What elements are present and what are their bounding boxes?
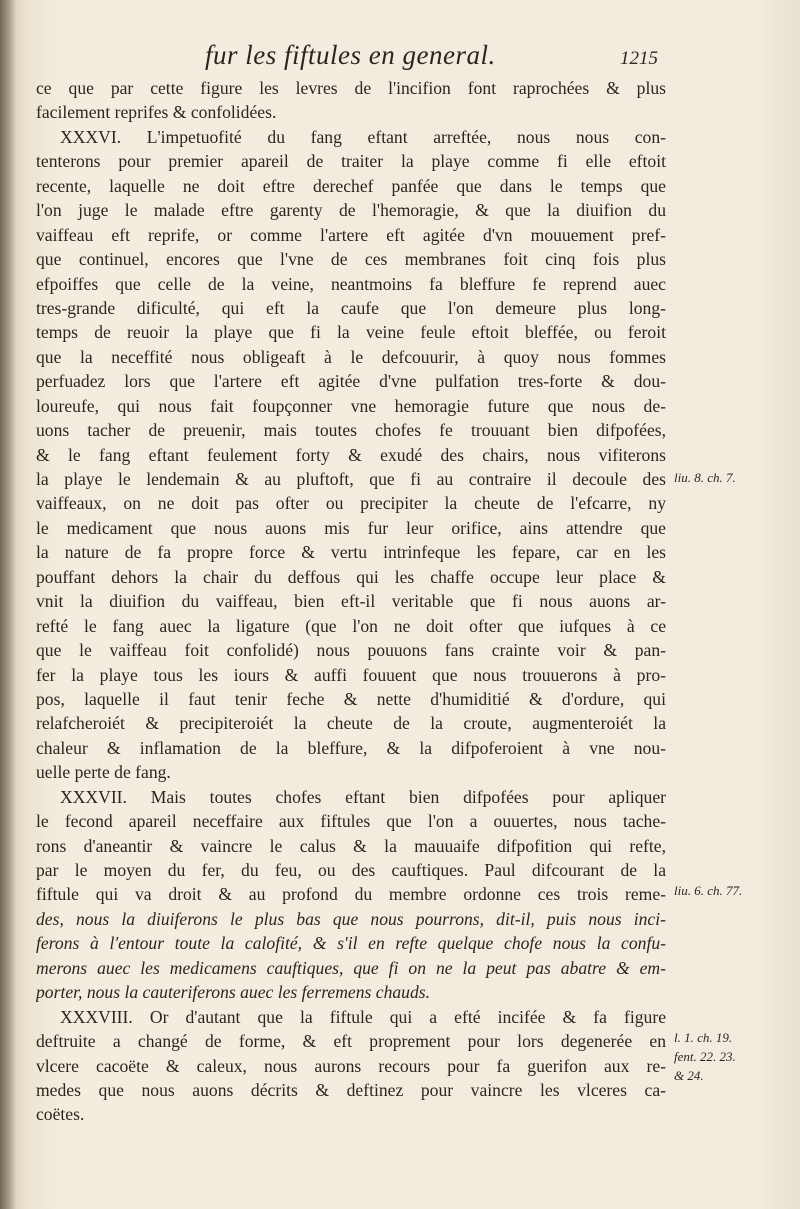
body-text <box>36 76 666 1127</box>
page-number: 1215 <box>620 48 658 69</box>
text-line: vaiffeaux, on ne doit pas ofter ou precipiter la cheute de l'efcarre, ny <box>36 493 666 514</box>
section-heading-line: XXXVII. Mais toutes chofes eftant bien difpofées pour apliquer <box>60 786 666 807</box>
text-line: chaleur & inflamation de la bleffure, & la difpoferoient à vne nou- <box>36 737 666 758</box>
text-line: deftruite a changé de forme, & eft proprement pour lors degenerée en <box>36 1031 666 1052</box>
margin-note: liu. 8. ch. 7. <box>674 470 736 485</box>
text-line: tres-grande dificulté, qui eft la caufe que l'on demeure plus long- <box>36 297 666 318</box>
text-line: coëtes. <box>36 1104 85 1125</box>
book-spine-shadow <box>0 0 16 1209</box>
text-line: tenterons pour premier apareil de traiter la playe comme fi elle eftoit <box>36 151 666 172</box>
text-line: que le vaiffeau foit confolidé) nous pouuons fans crainte voir & pan- <box>36 640 666 661</box>
text-line: la nature de fa propre force & vertu intrinfeque les fepare, car en les <box>36 542 666 563</box>
text-line: fer la playe tous les iours & auffi fouuent que nous trouuerons à pro- <box>36 664 666 685</box>
quoted-line: des, nous la diuiferons le plus bas que nous pourrons, dit-il, puis nous inci- <box>36 908 666 929</box>
quoted-line: porter, nous la cauteriferons auec les ferremens chauds. <box>36 982 431 1003</box>
text-line: l'on juge le malade eftre garenty de l'hemoragie, & que la diuifion du <box>36 200 666 221</box>
text-line: recente, laquelle ne doit eftre derechef panfée que dans le temps que <box>36 175 666 196</box>
margin-note: & 24. <box>674 1068 704 1083</box>
text-line: refté le fang auec la ligature (que l'on ne doit ofter que iufques à ce <box>36 615 666 636</box>
text-line: & le fang eftant feulement forty & exudé des chairs, nous vifiterons <box>36 444 666 465</box>
margin-note: liu. 6. ch. 77. <box>674 883 743 898</box>
text-line: pouffant dehors la chair du deffous qui les chaffe occupe leur place & <box>36 566 666 587</box>
text-line: perfuadez lors que l'artere eft agitée d'vne pulfation tres-forte & dou- <box>36 371 666 392</box>
text-line: relafcheroiét & precipiteroiét la cheute de la croute, augmenteroiét la <box>36 713 666 734</box>
text-line: pos, laquelle il faut tenir feche & nette d'humiditié & d'ordure, qui <box>36 688 666 709</box>
text-line: facilement reprifes & confolidées. <box>36 102 277 123</box>
text-line: vlcere cacoëte & caleux, nous aurons recours pour fa guerifon aux re- <box>36 1055 666 1076</box>
section-heading-line: XXXVI. L'impetuofité du fang eftant arreftée, nous nous con- <box>60 126 666 147</box>
text-line: la playe le lendemain & au pluftoft, que fi au contraire il decoule des <box>36 469 666 489</box>
text-line: medes que nous auons décrits & deftinez pour vaincre les vlceres ca- <box>36 1079 666 1100</box>
running-title: fur les fiftules en general. <box>205 40 496 70</box>
text-line: par le moyen du fer, du feu, ou des cauftiques. Paul difcourant de la <box>36 860 666 880</box>
text-line: ce que par cette figure les levres de l'incifion font raprochées & plus <box>36 78 666 98</box>
quoted-line: ferons à l'entour toute la calofité, & s'il en refte quelque chofe nous la confu- <box>36 933 666 954</box>
text-line: le fecond apareil neceffaire aux fiftules que l'on a ouuertes, nous tache- <box>36 811 666 832</box>
text-line: que la neceffité nous obligeaft à le defcouurir, à quoy nous fommes <box>36 346 666 367</box>
text-line: uons tacher de preuenir, mais toutes chofes fe trouuant bien difpofées, <box>36 420 666 441</box>
text-line: loureufe, qui nous fait foupçonner vne hemoragie future que nous de- <box>36 395 666 416</box>
text-line: uelle perte de fang. <box>36 762 171 783</box>
text-line: que continuel, encores que l'vne de ces membranes foit cinq fois plus <box>36 249 666 270</box>
text-line: le medicament que nous auons mis fur leur orifice, ains attendre que <box>36 517 666 538</box>
text-line: temps de reuoir la playe que fi la veine feule eftoit bleffée, ou feroit <box>36 322 666 343</box>
text-line: fiftule qui va droit & au profond du membre ordonne ces trois reme- <box>36 884 666 905</box>
text-line: rons d'aneantir & vaincre le calus & la mauuaife difpofition qui refte, <box>36 835 666 856</box>
margin-notes <box>674 0 794 1209</box>
margin-note: fent. 22. 23. <box>674 1049 736 1064</box>
text-line: vnit la diuifion du vaiffeau, bien eft-il veritable que fi nous auons ar- <box>36 591 666 612</box>
margin-note: l. 1. ch. 19. <box>674 1030 733 1045</box>
text-line: efpoiffes que celle de la veine, neantmoins fa bleffure fe reprend auec <box>36 273 666 294</box>
section-heading-line: XXXVIII. Or d'autant que la fiftule qui a efté incifée & fa figure <box>60 1006 666 1027</box>
quoted-line: merons auec les medicamens cauftiques, que fi on ne la peut pas abatre & em- <box>36 957 666 978</box>
text-line: vaiffeau eft reprife, or comme l'artere eft agitée d'vn mouuement pref- <box>36 224 666 245</box>
